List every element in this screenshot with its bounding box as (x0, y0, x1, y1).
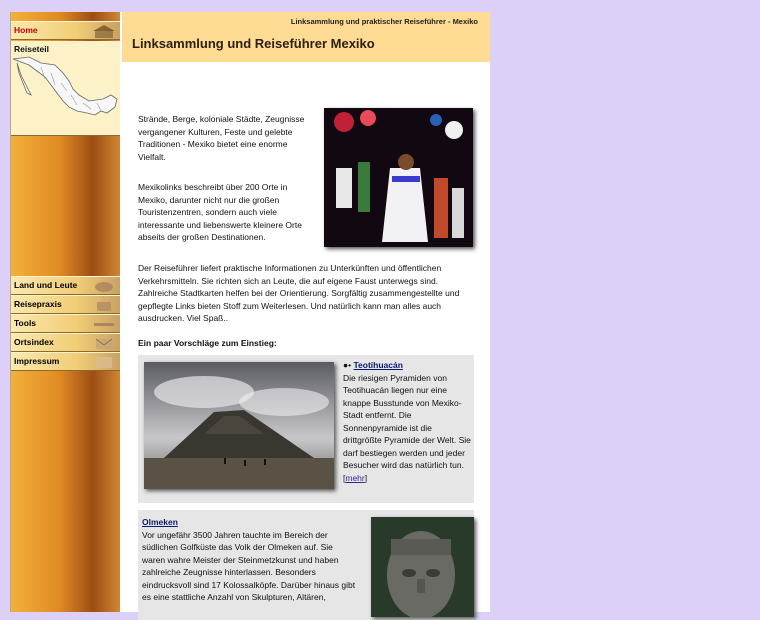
nav-reiseteil-label: Reiseteil (14, 44, 49, 54)
olmeken-text-block (142, 516, 358, 604)
bag-icon (91, 298, 117, 312)
house-icon (91, 24, 117, 38)
suggestions-heading: Ein paar Vorschläge zum Einstieg: (138, 338, 277, 348)
mexico-map-icon (11, 55, 120, 135)
teotihuacan-photo (144, 362, 334, 489)
nav-home[interactable] (11, 21, 120, 40)
teotihuacan-more-link[interactable]: mehr (345, 472, 365, 483)
intro-paragraph-3: Der Reiseführer liefert praktische Informationen zu Unterkünften und öffentlichen Verkehrsmitteln. Sie richten sich an Leute, die auf eigene Faust unterwegs sind. Zahlreiche Stadtkarten helfen bei der Orientierung. Sorgfältig zusammengestellte und gepflegte Links bieten Stoff zum Weiterlesen. Und natürlich kann man alles auch ausdrucken. Viel Spaß.. (138, 263, 460, 323)
nav-reisepraxis-label: Reisepraxis (14, 299, 62, 309)
nav-impressum-label: Impressum (14, 356, 60, 366)
olmeken-description: Vor ungefähr 3500 Jahren tauchte im Bereich der südlichen Golfküste das Volk der Olmeken auf. Sie waren wahre Meister der Steinmetzkunst und haben zahlreiche Zeugnisse hinterlassen. Besonders eindrucksvoll sind 17 Kolossalköpfe. Darüber hinaus gibt es eine stattliche Anzahl von Skulpturen, Altären, (142, 529, 356, 602)
suggestion-card-olmeken (138, 510, 474, 620)
letter-icon (91, 355, 117, 369)
nav-land-und-leute[interactable] (11, 276, 120, 295)
nav-impressum[interactable] (11, 352, 120, 371)
festival-photo (324, 108, 473, 247)
envelope-icon (91, 336, 117, 350)
page-title: Linksammlung und Reiseführer Mexiko (132, 36, 375, 51)
intro-paragraph-1: Strände, Berge, koloniale Städte, Zeugnisse vergangener Kulturen, Feste und gelebte Traditionen - Mexiko bietet eine enorme Vielfalt. (138, 114, 305, 162)
header-topline: Linksammlung und praktischer Reiseführer - Mexiko (290, 17, 478, 26)
teotihuacan-description: Die riesigen Pyramiden von Teotihuacán liegen nur eine knappe Busstunde von Mexiko-Stadt entfernt. Die Sonnenpyramide ist die drittgrößte Pyramide der Welt. Sie darf bestiegen werden und jeder Besucher wird das natürlich tun. (343, 372, 471, 470)
tools-icon (91, 317, 117, 331)
teotihuacan-text-block: ●• Teotihuacán Die riesigen Pyramiden von Teotihuacán liegen nur eine knappe Busstunde von Mexiko-Stadt entfernt. Die Sonnenpyramide ist die drittgrößte Pyramide der Welt. Sie darf bestiegen werden und jeder Besucher wird das natürlich tun. [mehr] (343, 360, 471, 483)
suggestion-card-teotihuacan (138, 355, 474, 503)
nav-ortsindex[interactable] (11, 333, 120, 352)
sidebar (11, 12, 120, 612)
teotihuacan-link[interactable]: Teotihuacán (353, 360, 403, 370)
nav-home-label: Home (14, 25, 38, 35)
nav-reiseteil[interactable] (11, 41, 120, 136)
nav-land-und-leute-label: Land und Leute (14, 280, 78, 290)
intro-paragraph-2: Mexikolinks beschreibt über 200 Orte in Mexiko, darunter nicht nur die großen Touristenzentren, sondern auch viele interessante und liebenswerte kleinere Orte abseits der großen Destinationen. (138, 182, 302, 242)
nav-tools[interactable] (11, 314, 120, 333)
olmec-head-photo (371, 517, 474, 617)
pottery-icon (91, 279, 117, 293)
olmeken-link[interactable]: Olmeken (142, 517, 178, 527)
page-header (122, 12, 490, 62)
bullet-icon: ●• (343, 360, 352, 370)
nav-reisepraxis[interactable] (11, 295, 120, 314)
nav-ortsindex-label: Ortsindex (14, 337, 54, 347)
nav-tools-label: Tools (14, 318, 37, 328)
page-frame (10, 12, 490, 612)
